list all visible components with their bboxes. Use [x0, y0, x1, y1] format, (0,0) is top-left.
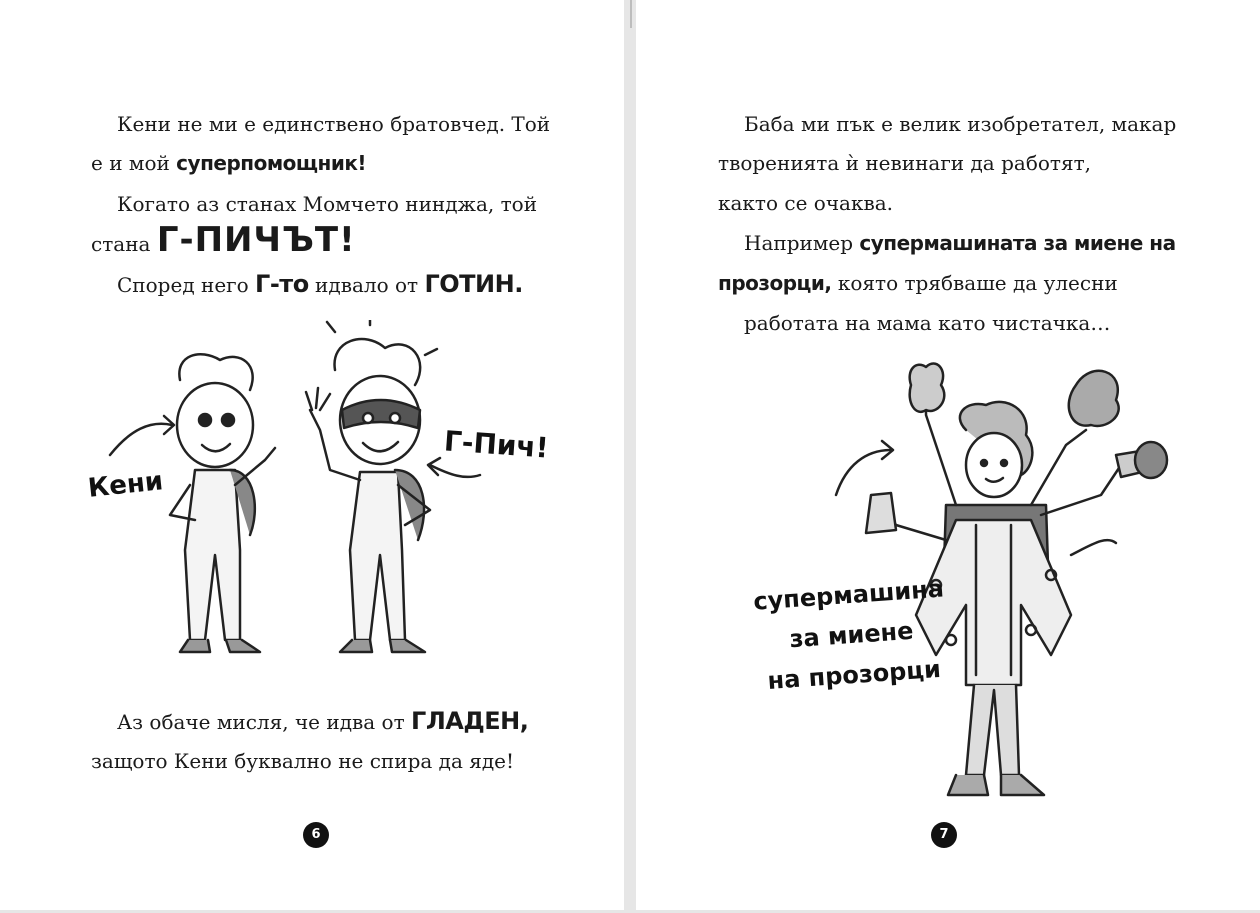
right-p2-line2	[718, 269, 1118, 297]
left-p3-line	[117, 270, 523, 299]
arrow-to-machine	[836, 450, 891, 495]
g-pich-figure	[306, 320, 437, 652]
g-to-emphasis: Г-то	[255, 270, 309, 298]
page-number-right: 7	[931, 822, 957, 848]
supermachine-emphasis: супермашината за миене на	[859, 231, 1176, 255]
right-page	[636, 0, 1260, 910]
two-boys-illustration	[80, 320, 560, 680]
supermachine-label-line2: за миене	[788, 616, 915, 654]
right-p1-line3: както се очаква.	[718, 191, 894, 215]
arrow-to-keni	[110, 424, 172, 455]
g-pich-emphasis: Г-ПИЧЪТ!	[156, 220, 356, 260]
left-p3-c: идвало от	[308, 273, 425, 297]
left-p1-line1: Кени не ми е единствено братовчед. Той	[117, 112, 551, 136]
superhelper-emphasis: суперпомощник!	[176, 151, 367, 175]
left-p2-line2-text: стана	[91, 232, 157, 256]
g-pich-label: Г-Пич!	[442, 424, 550, 465]
keni-figure	[170, 354, 275, 652]
supermachine-label-line1: супермашина	[752, 574, 945, 616]
right-p2-line3: работата на мама като чистачка…	[744, 311, 1111, 335]
right-p1-line1: Баба ми пък е велик изобретател, макар	[744, 112, 1177, 136]
right-p1-line2: творенията ѝ невинаги да работят,	[718, 151, 1091, 175]
page-number-left: 6	[303, 822, 329, 848]
right-p2-line1	[744, 229, 1176, 257]
left-p4-line1	[117, 707, 528, 736]
left-p2-line2	[91, 220, 356, 260]
left-p1-line2	[91, 149, 366, 177]
spine-mark	[630, 0, 632, 28]
left-p4-line1-text: Аз обаче мисля, че идва от	[117, 710, 412, 734]
left-p2-line1: Когато аз станах Момчето нинджа, той	[117, 192, 538, 216]
gladen-emphasis: ГЛАДЕН,	[411, 707, 529, 735]
left-p4-line2: защото Кени буквално не спира да яде!	[91, 749, 515, 773]
windows-emphasis: прозорци,	[718, 271, 832, 295]
supermachine-label	[752, 568, 951, 701]
left-page	[0, 0, 624, 910]
keni-label: Кени	[86, 466, 165, 504]
right-p2-line1-text: Например	[744, 231, 860, 255]
right-p2-line2-text: която трябваше да улесни	[831, 271, 1118, 295]
supermachine-label-line3: на прозорци	[766, 654, 942, 695]
left-p1-line2-text: е и мой	[91, 151, 177, 175]
gotin-emphasis: ГОТИН.	[424, 270, 523, 298]
left-p3-a: Според него	[117, 273, 256, 297]
